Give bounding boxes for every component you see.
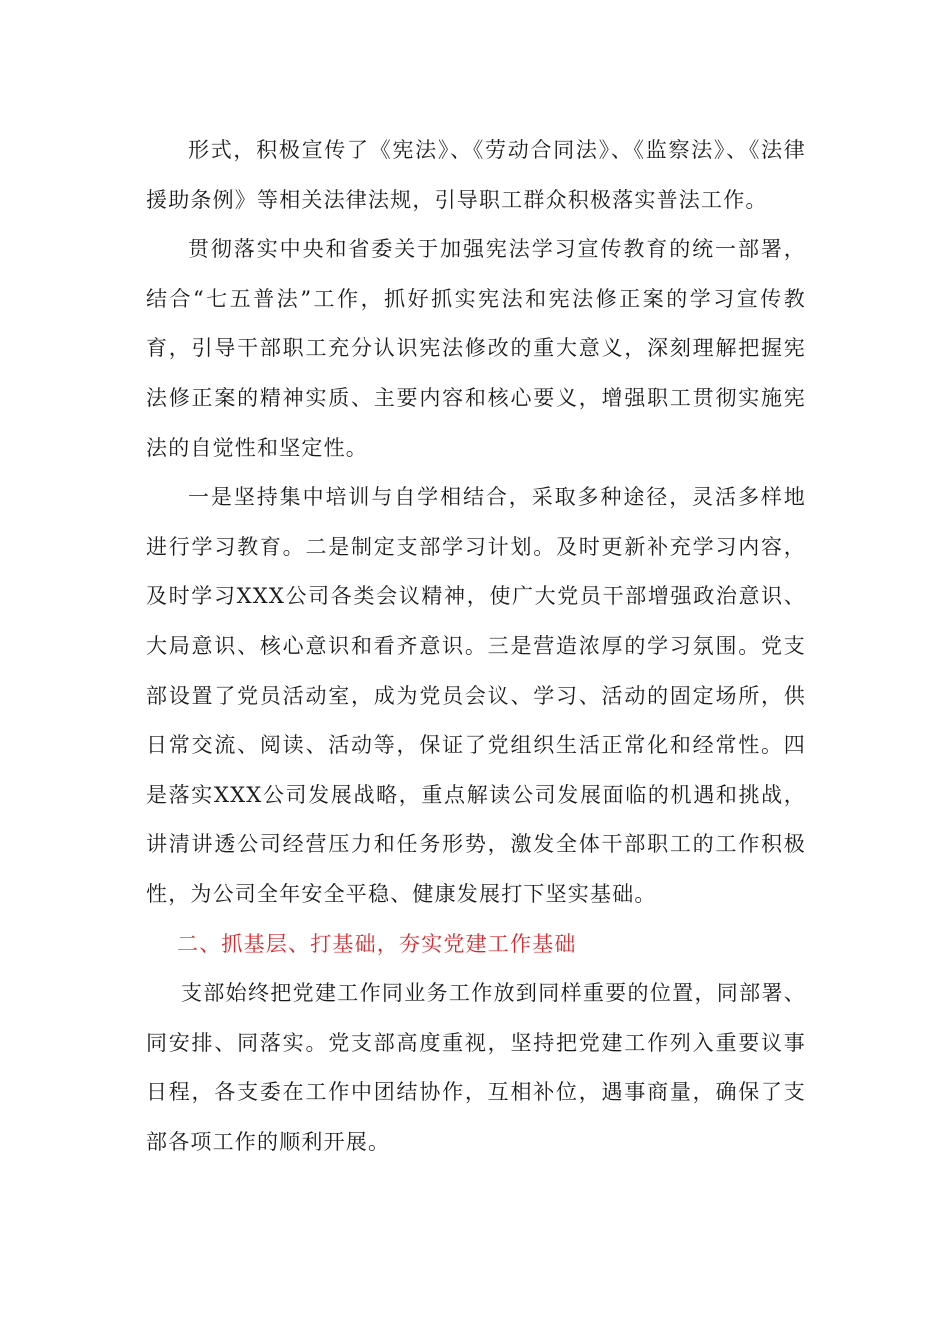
section-paragraph: 支部始终把党建工作同业务工作放到同样重要的位置，同部署、同安排、同落实。党支部高度重视，坚持把党建工作列入重要议事日程，各支委在工作中团结协作，互相补位，遇事商量，确保了支部各项工作的顺利开展。 — [146, 981, 806, 1154]
paragraph-1: 形式，积极宣传了《宪法》、《劳动合同法》、《监察法》、《法律援助条例》等相关法律法规，引导职工群众积极落实普法工作。 — [146, 138, 806, 212]
paragraph-2: 贯彻落实中央和省委关于加强宪法学习宣传教育的统一部署，结合“七五普法”工作，抓好抓实宪法和宪法修正案的学习宣传教育，引导干部职工充分认识宪法修改的重大意义，深刻理解把握宪法修正案的精神实质、主要内容和核心要义，增强职工贯彻实施宪法的自觉性和坚定性。 — [146, 237, 806, 460]
section-heading: 二、抓基层、打基础，夯实党建工作基础 — [177, 931, 577, 956]
paragraph-3: 一是坚持集中培训与自学相结合，采取多种途径，灵活多样地进行学习教育。二是制定支部学习计划。及时更新补充学习内容，及时学习XXX公司各类会议精神，使广大党员干部增强政治意识、大局意识、核心意识和看齐意识。三是营造浓厚的学习氛围。党支部设置了党员活动室，成为党员会议、学习、活动的固定场所，供日常交流、阅读、活动等，保证了党组织生活正常化和经常性。四是落实XXX公司发展战略，重点解读公司发展面临的机遇和挑战，讲清讲透公司经营压力和任务形势，激发全体干部职工的工作积极性，为公司全年安全平稳、健康发展打下坚实基础。 — [146, 485, 806, 906]
document-body — [146, 126, 806, 1167]
